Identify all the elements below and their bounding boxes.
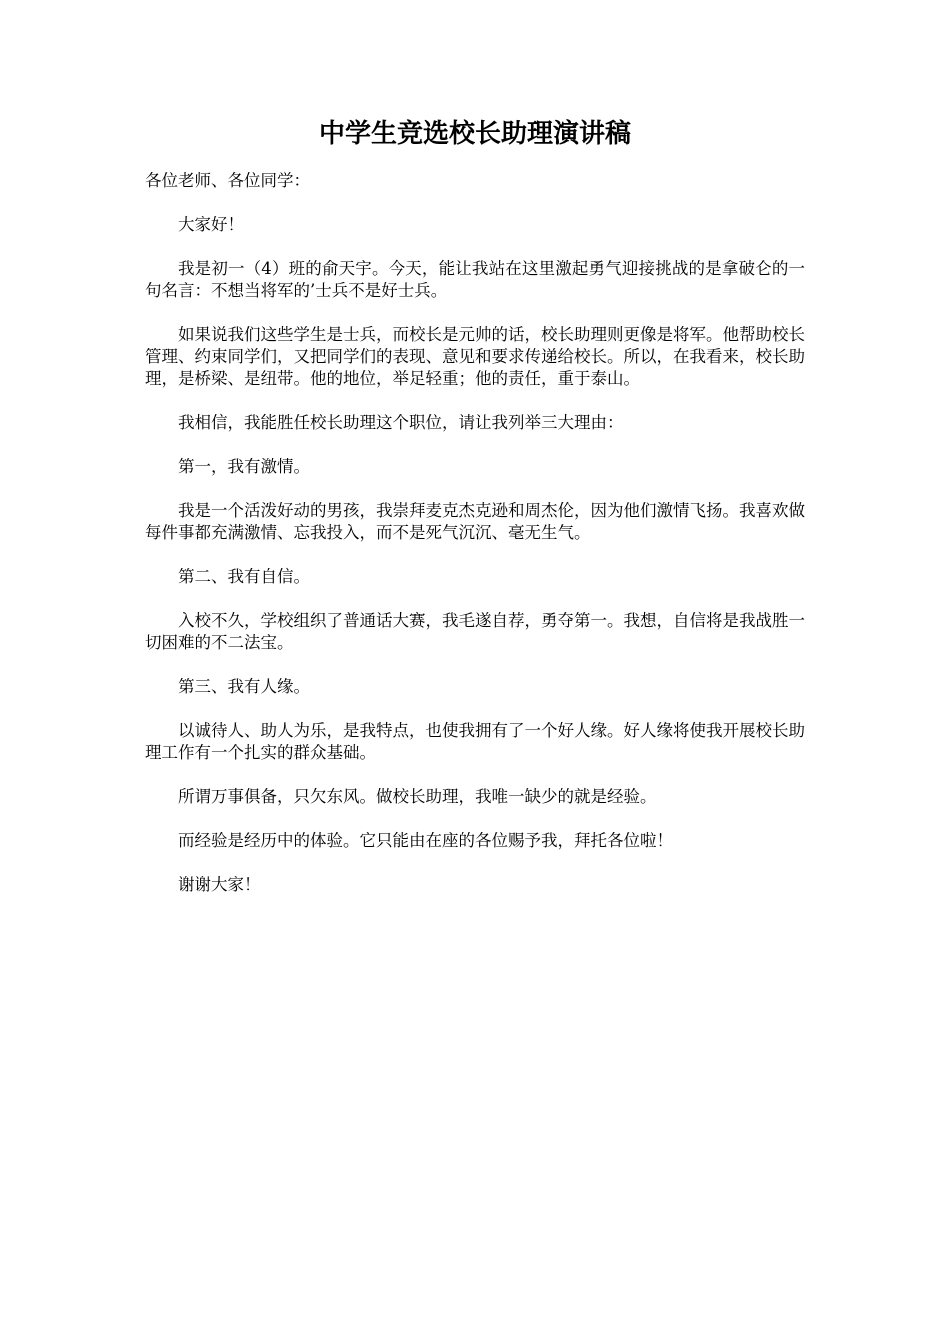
paragraph: 如果说我们这些学生是士兵，而校长是元帅的话，校长助理则更像是将军。他帮助校长管理、约束同学们，又把同学们的表现、意见和要求传递给校长。所以，在我看来，校长助理，是桥梁、是纽带。他的地位，举足轻重；他的责任，重于泰山。: [145, 325, 805, 388]
paragraph: 谢谢大家！: [178, 875, 261, 894]
paragraph: 而经验是经历中的体验。它只能由在座的各位赐予我，拜托各位啦！: [178, 831, 673, 850]
paragraph: 我是一个活泼好动的男孩，我崇拜麦克杰克逊和周杰伦，因为他们激情飞扬。我喜欢做每件事都充满激情、忘我投入，而不是死气沉沉、毫无生气。: [145, 501, 805, 542]
document-title: 中学生竞选校长助理演讲稿: [318, 119, 631, 149]
paragraph: 第一，我有激情。: [178, 457, 310, 476]
paragraph: 大家好！: [178, 215, 244, 234]
paragraph: 入校不久，学校组织了普通话大赛，我毛遂自荐，勇夺第一。我想，自信将是我战胜一切困难的不二法宝。: [145, 611, 805, 652]
paragraph: 所谓万事俱备，只欠东风。做校长助理，我唯一缺少的就是经验。: [178, 787, 657, 806]
document-body: [145, 170, 805, 918]
paragraph: 第二、我有自信。: [178, 567, 310, 586]
salutation: 各位老师、各位同学：: [145, 171, 310, 190]
paragraph: 第三、我有人缘。: [178, 677, 310, 696]
paragraph: 以诚待人、助人为乐，是我特点，也使我拥有了一个好人缘。好人缘将使我开展校长助理工作有一个扎实的群众基础。: [145, 721, 805, 762]
paragraph: 我是初一（4）班的俞天宇。今天，能让我站在这里激起勇气迎接挑战的是拿破仑的一句名言：不想当将军的’士兵不是好士兵。: [145, 259, 805, 300]
paragraph: 我相信，我能胜任校长助理这个职位，请让我列举三大理由：: [178, 413, 624, 432]
